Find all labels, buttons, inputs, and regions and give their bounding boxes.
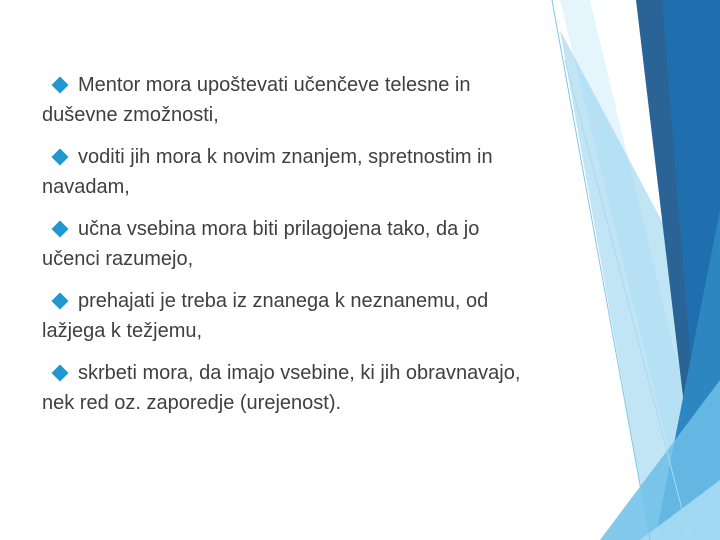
diamond-bullet-icon bbox=[52, 76, 69, 93]
bullet-text-5: skrbeti mora, da imajo vsebine, ki jih obravnavajo, nek red oz. zaporedje (urejenost). bbox=[42, 362, 521, 414]
diamond-bullet-icon bbox=[52, 220, 69, 237]
bullet-item-1 bbox=[42, 70, 602, 130]
bullet-text-4: prehajati je treba iz znanega k neznanemu, od lažjega k težjemu, bbox=[42, 290, 489, 342]
bullet-item-2 bbox=[42, 142, 602, 202]
diamond-bullet-icon bbox=[52, 364, 69, 381]
bullet-text-2: voditi jih mora k novim znanjem, spretnostim in navadam, bbox=[42, 146, 493, 198]
diamond-bullet-icon bbox=[52, 148, 69, 165]
bullet-item-4 bbox=[42, 286, 602, 346]
bullet-text-3: učna vsebina mora biti prilagojena tako, da jo učenci razumejo, bbox=[42, 218, 480, 270]
bullet-list bbox=[42, 70, 602, 430]
diamond-bullet-icon bbox=[52, 292, 69, 309]
bullet-item-5 bbox=[42, 358, 602, 418]
bullet-text-1: Mentor mora upoštevati učenčeve telesne in duševne zmožnosti, bbox=[42, 74, 471, 126]
bullet-item-3 bbox=[42, 214, 602, 274]
